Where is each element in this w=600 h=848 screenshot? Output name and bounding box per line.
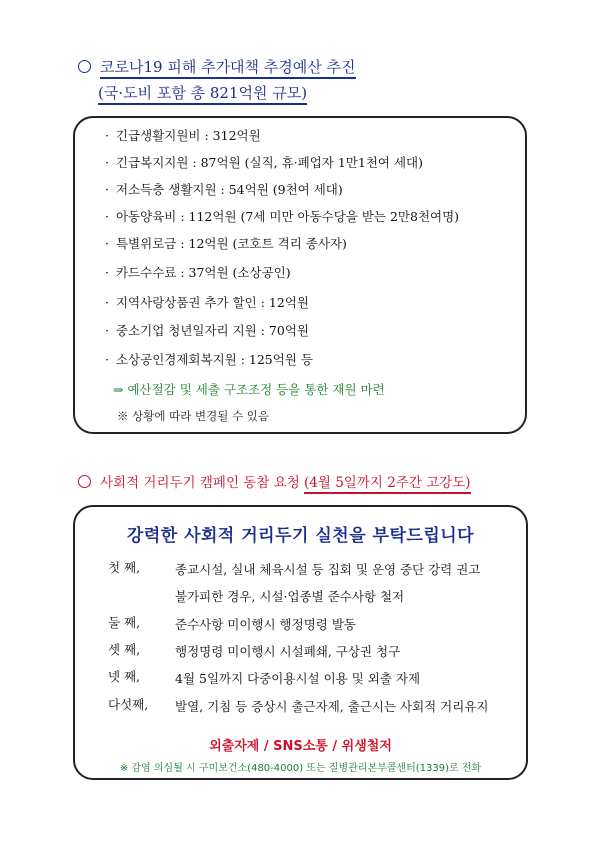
budget-item: · 카드수수료 : 37억원 (소상공인) — [105, 265, 291, 281]
rule-ordinal: 넷 째, — [108, 669, 141, 684]
circle-bullet-icon — [78, 475, 91, 488]
rule-ordinal: 셋 째, — [108, 642, 141, 657]
rule-text: 행정명령 미이행시 시설폐쇄, 구상권 청구 — [175, 644, 401, 659]
funding-source-note: ⇒ 예산절감 및 세출 구조조정 등을 통한 재원 마련 — [113, 382, 385, 397]
budget-box — [73, 116, 527, 434]
budget-item: · 소상공인경제회복지원 : 125억원 등 — [105, 352, 313, 368]
slogan: 외출자제 / SNS소통 / 위생철저 — [209, 739, 392, 754]
rule-ordinal: 다섯째, — [108, 697, 149, 712]
budget-item: · 특별위로금 : 12억원 (코호트 격리 종사자) — [105, 236, 347, 252]
section1-title-text: 코로나19 피해 추가대책 추경예산 추진 — [100, 58, 356, 79]
budget-item: · 지역사랑상품권 추가 할인 : 12억원 — [105, 295, 309, 311]
budget-item: · 중소기업 청년일자리 지원 : 70억원 — [105, 323, 309, 339]
budget-item: · 아동양육비 : 112억원 (7세 미만 아동수당을 받는 2만8천여명) — [105, 209, 459, 225]
rule-row — [108, 642, 164, 658]
section1-subtitle — [98, 82, 307, 104]
section1-subtitle-text: (국·도비 포함 총 821억원 규모) — [98, 84, 307, 105]
budget-item: · 저소득층 생활지원 : 54억원 (9천여 세대) — [105, 182, 343, 198]
section2-title-prefix: 사회적 거리두기 캠페인 동참 요청 — [100, 475, 305, 491]
rule-row — [108, 697, 164, 713]
circle-bullet-icon — [78, 60, 91, 73]
rule-row — [108, 615, 164, 631]
rule-ordinal: 둘 째, — [108, 615, 141, 630]
budget-item: · 긴급복지지원 : 87억원 (실직, 휴·폐업자 1만1천여 세대) — [105, 155, 423, 171]
contact-note: ※ 감염 의심될 시 구미보건소(480-4000) 또는 질병관리본부콜센터(1339)로 전화 — [119, 763, 482, 774]
rule-ordinal: 첫 째, — [108, 560, 141, 575]
distancing-box — [73, 505, 528, 780]
section1-title — [78, 56, 356, 78]
rule-text: 발열, 기침 등 증상시 출근자제, 출근시는 사회적 거리유지 — [175, 699, 489, 714]
change-notice: ※ 상황에 따라 변경될 수 있음 — [117, 409, 269, 423]
distancing-heading: 강력한 사회적 거리두기 실천을 부탁드립니다 — [126, 526, 475, 546]
rule-row — [108, 669, 164, 685]
section2-title-suffix: (4월 5일까지 2주간 고강도) — [304, 475, 471, 494]
budget-item: · 긴급생활지원비 : 312억원 — [105, 128, 261, 144]
rule-text: 준수사항 미이행시 행정명령 발동 — [175, 617, 356, 632]
rule-text: 종교시설, 실내 체육시설 등 집회 및 운영 중단 강력 권고 — [175, 562, 481, 577]
rule-text: 불가피한 경우, 시설·업종별 준수사항 철저 — [175, 589, 405, 604]
rule-row — [108, 560, 164, 576]
section2-title — [78, 472, 471, 494]
rule-text: 4월 5일까지 다중이용시설 이용 및 외출 자제 — [175, 671, 421, 686]
